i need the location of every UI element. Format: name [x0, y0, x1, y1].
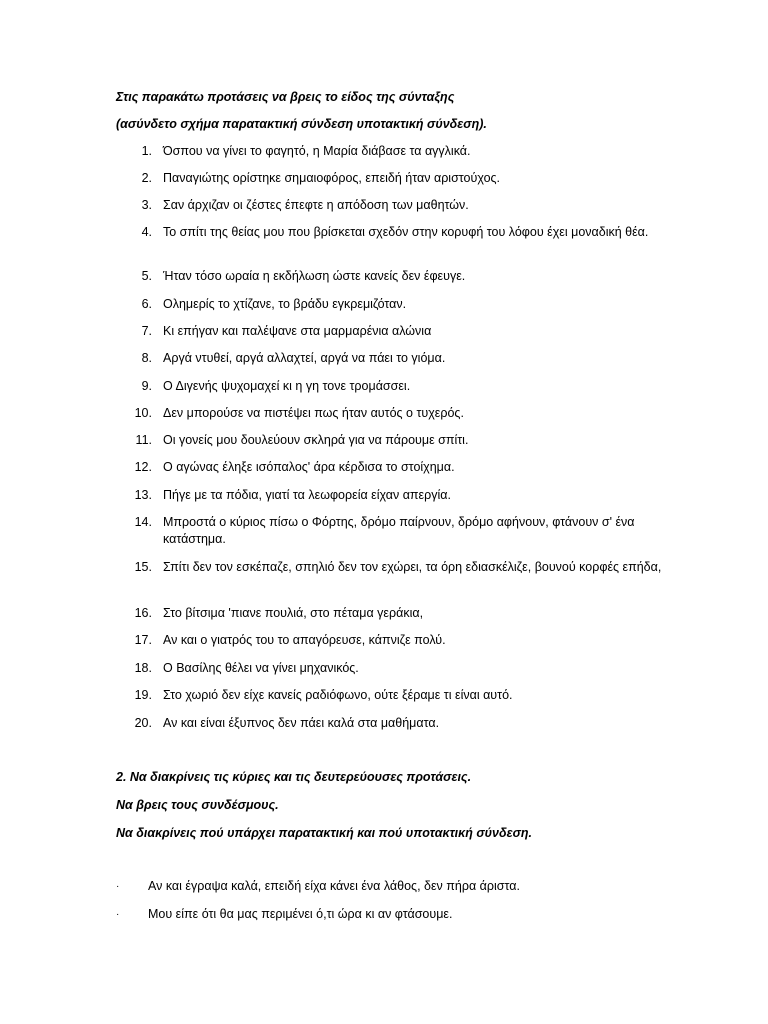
item-text: Μπροστά ο κύριος πίσω ο Φόρτης, δρόμο παίρνουν, δρόμο αφήνουν, φτάνουν σ' ένα κατάστημα.	[163, 515, 635, 546]
item-text: Ολημερίς το χτίζανε, το βράδυ εγκρεμιζόταν.	[163, 297, 407, 311]
item-number: 8.	[141, 351, 152, 365]
bullet-text: Μου είπε ότι θα μας περιμένει ό,τι ώρα κι αν φτάσουμε.	[148, 907, 453, 921]
item-number: 13.	[134, 488, 152, 502]
bullet-text: Αν και έγραψα καλά, επειδή είχα κάνει ένα λάθος, δεν πήρα άριστα.	[148, 879, 520, 893]
item-number: 7.	[141, 324, 152, 338]
exercise-1-instruction: Στις παρακάτω προτάσεις να βρεις το είδος της σύνταξης	[116, 90, 455, 104]
item-number: 14.	[134, 515, 152, 529]
exercise-1-options: (ασύνδετο σχήμα παρατακτική σύνδεση υποτακτική σύνδεση).	[116, 117, 487, 131]
item-text: Κι επήγαν και παλέψανε στα μαρμαρένια αλώνια	[163, 324, 432, 338]
item-number: 10.	[134, 406, 152, 420]
item-number: 16.	[134, 606, 152, 620]
item-number: 17.	[134, 633, 152, 647]
item-text: Οι γονείς μου δουλεύουν σκληρά για να πάρουμε σπίτι.	[163, 433, 469, 447]
item-text: Σπίτι δεν τον εσκέπαζε, σπηλιό δεν τον εχώρει, τα όρη εδιασκέλιζε, βουνού κορφές επήδα,	[163, 560, 662, 574]
item-number: 3.	[141, 198, 152, 212]
item-text: Το σπίτι της θείας μου που βρίσκεται σχεδόν στην κορυφή του λόφου έχει μοναδική θέα.	[163, 225, 649, 239]
bullet-icon: ·	[116, 881, 120, 892]
exercise-2-instruction: Να βρεις τους συνδέσμους.	[116, 798, 279, 812]
item-number: 4.	[141, 225, 152, 239]
item-text: Ήταν τόσο ωραία η εκδήλωση ώστε κανείς δεν έφευγε.	[163, 269, 466, 283]
item-text: Δεν μπορούσε να πιστέψει πως ήταν αυτός ο τυχερός.	[163, 406, 464, 420]
item-number: 15.	[134, 560, 152, 574]
item-number: 5.	[141, 269, 152, 283]
item-number: 19.	[134, 688, 152, 702]
item-number: 1.	[141, 144, 152, 158]
item-number: 2.	[141, 171, 152, 185]
item-text: Όσπου να γίνει το φαγητό, η Μαρία διάβασε τα αγγλικά.	[163, 144, 471, 158]
item-text: Παναγιώτης ορίστηκε σημαιοφόρος, επειδή ήταν αριστούχος.	[163, 171, 501, 185]
exercise-2-instruction-2: Να διακρίνεις πού υπάρχει παρατακτική και πού υποτακτική σύνδεση.	[116, 826, 532, 840]
item-number: 18.	[134, 661, 152, 675]
item-text: Σαν άρχιζαν οι ζέστες έπεφτε η απόδοση των μαθητών.	[163, 198, 469, 212]
item-text: Πήγε με τα πόδια, γιατί τα λεωφορεία είχαν απεργία.	[163, 488, 451, 502]
item-number: 6.	[141, 297, 152, 311]
item-text: Ο Βασίλης θέλει να γίνει μηχανικός.	[163, 661, 359, 675]
item-number: 20.	[134, 716, 152, 730]
item-text: Αργά ντυθεί, αργά αλλαχτεί, αργά να πάει το γιόμα.	[163, 351, 446, 365]
item-text: Στο βίτσιμα 'πιανε πουλιά, στο πέταμα γεράκια,	[163, 606, 424, 620]
item-text: Αν και ο γιατρός του το απαγόρευσε, κάπνιζε πολύ.	[163, 633, 446, 647]
item-number: 11.	[135, 433, 152, 447]
item-number: 12.	[134, 460, 152, 474]
item-text: Ο Διγενής ψυχομαχεί κι η γη τονε τρομάσσει.	[163, 379, 411, 393]
item-number: 9.	[141, 379, 152, 393]
item-text: Αν και είναι έξυπνος δεν πάει καλά στα μαθήματα.	[163, 716, 440, 730]
exercise-2-title: 2. Να διακρίνεις τις κύριες και τις δευτερεύουσες προτάσεις.	[116, 770, 472, 784]
item-text: Στο χωριό δεν είχε κανείς ραδιόφωνο, ούτε ξέραμε τι είναι αυτό.	[163, 688, 513, 702]
item-text: Ο αγώνας έληξε ισόπαλος' άρα κέρδισα το στοίχημα.	[163, 460, 455, 474]
bullet-icon: ·	[116, 909, 120, 920]
